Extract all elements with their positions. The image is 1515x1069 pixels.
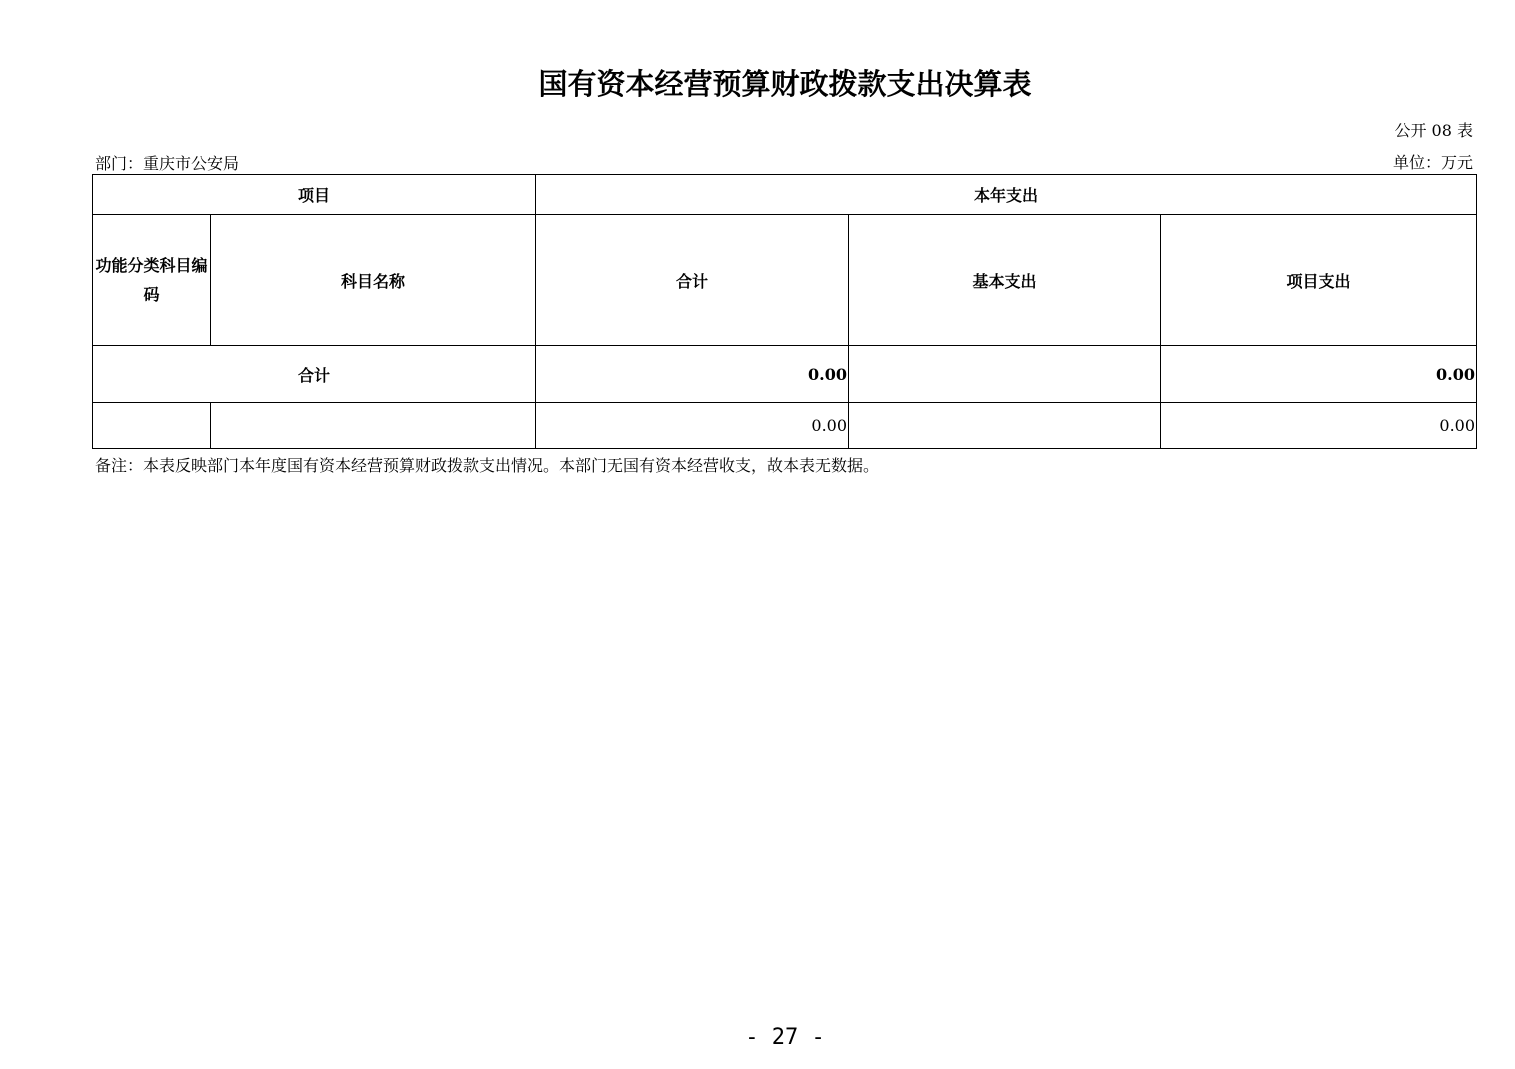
header-basic-expenditure: 基本支出: [849, 215, 1161, 346]
row-name: [211, 403, 536, 449]
row-total: 0.00: [536, 403, 849, 449]
header-function-code: 功能分类科目编码: [93, 215, 211, 346]
header-project: 项目: [93, 175, 536, 215]
total-row-label: 合计: [93, 346, 536, 403]
total-row-basic: [849, 346, 1161, 403]
page-title: 国有资本经营预算财政拨款支出决算表: [538, 67, 1032, 101]
header-total: 合计: [536, 215, 849, 346]
expenditure-table: [92, 174, 1477, 449]
unit-label: 单位：万元: [1392, 153, 1473, 172]
total-row-project: 0.00: [1161, 346, 1477, 403]
header-project-expenditure: 项目支出: [1161, 215, 1477, 346]
page-number: - 27 -: [745, 1025, 825, 1050]
form-number: 公开 08 表: [1394, 121, 1473, 140]
row-project: 0.00: [1161, 403, 1477, 449]
table-note: 备注：本表反映部门本年度国有资本经营预算财政拨款支出情况。本部门无国有资本经营收支，故本表无数据。: [95, 456, 880, 475]
department-label: 部门：重庆市公安局: [95, 154, 240, 173]
table-row: [93, 403, 1477, 449]
header-subject-name: 科目名称: [211, 215, 536, 346]
total-row: [93, 346, 1477, 403]
table-header-row: [93, 175, 1477, 215]
total-row-total: 0.00: [536, 346, 849, 403]
row-code: [93, 403, 211, 449]
table-subheader-row: [93, 215, 1477, 346]
row-basic: [849, 403, 1161, 449]
header-current-year-expenditure: 本年支出: [536, 175, 1477, 215]
